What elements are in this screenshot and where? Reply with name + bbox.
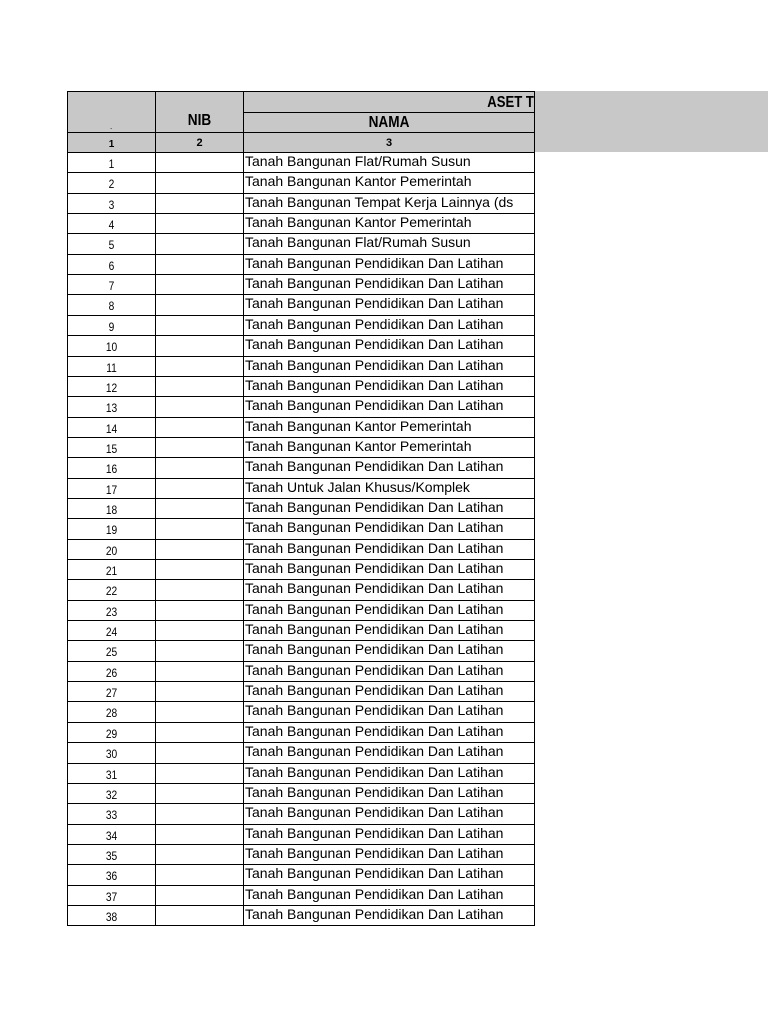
row-nama: Tanah Bangunan Pendidikan Dan Latihan (245, 784, 504, 800)
row-number-cell[interactable] (67, 356, 156, 377)
row-nama-cell[interactable] (243, 233, 535, 255)
row-nama: Tanah Bangunan Flat/Rumah Susun (245, 234, 471, 250)
row-nama-cell[interactable] (243, 783, 535, 804)
row-nama: Tanah Bangunan Kantor Pemerintah (245, 173, 472, 189)
row-nib-cell[interactable] (155, 396, 244, 418)
row-nama-cell[interactable] (243, 844, 535, 865)
row-number: 24 (105, 625, 118, 639)
row-nib-cell[interactable] (155, 640, 244, 662)
row-nama: Tanah Bangunan Pendidikan Dan Latihan (245, 865, 504, 881)
row-nama: Tanah Bangunan Pendidikan Dan Latihan (245, 499, 504, 515)
row-nama: Tanah Bangunan Pendidikan Dan Latihan (245, 743, 504, 759)
row-nama: Tanah Bangunan Pendidikan Dan Latihan (245, 906, 504, 922)
row-nib-cell[interactable] (155, 193, 244, 214)
row-number: 38 (105, 910, 118, 924)
header-col-no[interactable] (67, 91, 156, 133)
row-nama: Tanah Bangunan Kantor Pemerintah (245, 214, 472, 230)
row-nama-cell[interactable] (243, 437, 535, 458)
header-col-nib[interactable] (155, 91, 244, 133)
row-nama-cell[interactable] (243, 742, 535, 764)
row-number-cell[interactable] (67, 701, 156, 723)
row-number-cell[interactable] (67, 396, 156, 418)
row-nama-cell[interactable] (243, 824, 535, 845)
row-number: 3 (108, 198, 115, 212)
row-number-cell[interactable] (67, 600, 156, 621)
row-number: 36 (105, 869, 118, 883)
row-nama: Tanah Bangunan Pendidikan Dan Latihan (245, 641, 504, 657)
row-nama: Tanah Bangunan Pendidikan Dan Latihan (245, 275, 504, 291)
row-nama-cell[interactable] (243, 335, 535, 357)
row-nama: Tanah Bangunan Pendidikan Dan Latihan (245, 580, 504, 596)
header-num-3[interactable] (243, 132, 535, 153)
row-number: 26 (105, 666, 118, 680)
row-nib-cell[interactable] (155, 437, 244, 458)
row-number: 31 (105, 768, 118, 782)
row-nama: Tanah Bangunan Tempat Kerja Lainnya (ds (245, 194, 514, 210)
row-nama: Tanah Bangunan Pendidikan Dan Latihan (245, 682, 504, 698)
row-nama-cell[interactable] (243, 722, 535, 743)
header-num-1[interactable] (67, 132, 156, 153)
row-nib-cell[interactable] (155, 905, 244, 926)
row-number: 19 (105, 523, 118, 537)
row-number-cell[interactable] (67, 417, 156, 438)
row-number: 28 (105, 706, 118, 720)
row-nib-cell[interactable] (155, 661, 244, 682)
row-number: 13 (105, 401, 118, 415)
row-nib-cell[interactable] (155, 579, 244, 601)
row-nib-cell[interactable] (155, 824, 244, 845)
row-number: 37 (105, 890, 118, 904)
row-nama-cell[interactable] (243, 864, 535, 886)
row-nib-cell[interactable] (155, 681, 244, 702)
row-number: 10 (105, 340, 118, 354)
row-nama: Tanah Bangunan Pendidikan Dan Latihan (245, 357, 504, 373)
row-number-cell[interactable] (67, 437, 156, 458)
row-nama: Tanah Bangunan Pendidikan Dan Latihan (245, 295, 504, 311)
row-number: 1 (108, 157, 115, 171)
row-nama: Tanah Untuk Jalan Khusus/Komplek (245, 479, 470, 495)
row-nama-cell[interactable] (243, 294, 535, 316)
row-nama-cell[interactable] (243, 701, 535, 723)
row-nama: Tanah Bangunan Pendidikan Dan Latihan (245, 601, 504, 617)
row-nib-cell[interactable] (155, 885, 244, 906)
row-number-cell[interactable] (67, 152, 156, 173)
row-number-cell[interactable] (67, 518, 156, 540)
row-nama-cell[interactable] (243, 803, 535, 825)
row-nib-cell[interactable] (155, 783, 244, 804)
row-number: 12 (105, 381, 118, 395)
row-nama-cell[interactable] (243, 254, 535, 275)
row-nama: Tanah Bangunan Pendidikan Dan Latihan (245, 560, 504, 576)
row-nib-cell[interactable] (155, 620, 244, 641)
header-num-3-label: 3 (385, 137, 393, 149)
row-nama: Tanah Bangunan Pendidikan Dan Latihan (245, 825, 504, 841)
row-nama: Tanah Bangunan Kantor Pemerintah (245, 418, 472, 434)
row-nama: Tanah Bangunan Pendidikan Dan Latihan (245, 458, 504, 474)
row-number-cell[interactable] (67, 620, 156, 641)
header-num-2-label: 2 (196, 137, 203, 149)
row-nama: Tanah Bangunan Pendidikan Dan Latihan (245, 540, 504, 556)
row-number-cell[interactable] (67, 274, 156, 295)
row-nama: Tanah Bangunan Pendidikan Dan Latihan (245, 886, 504, 902)
row-nama: Tanah Bangunan Pendidikan Dan Latihan (245, 316, 504, 332)
header-nib-label: NIB (187, 112, 212, 129)
row-number: 22 (105, 584, 118, 598)
row-nama-cell[interactable] (243, 172, 535, 194)
row-nib-cell[interactable] (155, 152, 244, 173)
row-number: 33 (105, 808, 118, 822)
row-nib-cell[interactable] (155, 844, 244, 865)
row-number-cell[interactable] (67, 763, 156, 784)
row-number-cell[interactable] (67, 193, 156, 214)
row-nama-cell[interactable] (243, 193, 535, 214)
row-number: 34 (105, 829, 118, 843)
row-number-cell[interactable] (67, 335, 156, 357)
row-nama: Tanah Bangunan Pendidikan Dan Latihan (245, 397, 504, 413)
row-number-cell[interactable] (67, 742, 156, 764)
row-nama-cell[interactable] (243, 620, 535, 641)
row-nama-cell[interactable] (243, 457, 535, 479)
row-number: 18 (105, 503, 118, 517)
row-nama: Tanah Bangunan Pendidikan Dan Latihan (245, 662, 504, 678)
row-nama: Tanah Bangunan Kantor Pemerintah (245, 438, 472, 454)
row-nib-cell[interactable] (155, 213, 244, 234)
row-nama-cell[interactable] (243, 152, 535, 173)
row-number: 4 (108, 218, 115, 232)
row-nib-cell[interactable] (155, 498, 244, 519)
row-number-cell[interactable] (67, 905, 156, 926)
row-number: 11 (106, 361, 117, 375)
row-nib-cell[interactable] (155, 559, 244, 580)
row-number: 35 (105, 849, 118, 863)
row-nib-cell[interactable] (155, 457, 244, 479)
row-nib-cell[interactable] (155, 600, 244, 621)
row-nib-cell[interactable] (155, 417, 244, 438)
row-nama-cell[interactable] (243, 905, 535, 926)
row-number: 21 (105, 564, 118, 578)
row-nama-cell[interactable] (243, 763, 535, 784)
row-number-cell[interactable] (67, 315, 156, 336)
row-number: 25 (105, 645, 118, 659)
row-nib-cell[interactable] (155, 742, 244, 764)
row-nama-cell[interactable] (243, 213, 535, 234)
row-number: 8 (108, 299, 115, 313)
row-number: 20 (105, 544, 118, 558)
row-nama: Tanah Bangunan Pendidikan Dan Latihan (245, 336, 504, 352)
row-nama-cell[interactable] (243, 376, 535, 397)
row-number-cell[interactable] (67, 722, 156, 743)
row-nama: Tanah Bangunan Flat/Rumah Susun (245, 153, 471, 169)
row-number-cell[interactable] (67, 213, 156, 234)
row-number-cell[interactable] (67, 376, 156, 397)
row-number-cell[interactable] (67, 498, 156, 519)
row-nib-cell[interactable] (155, 376, 244, 397)
row-nama: Tanah Bangunan Pendidikan Dan Latihan (245, 764, 504, 780)
row-number: 30 (105, 747, 118, 761)
row-number-cell[interactable] (67, 640, 156, 662)
row-nib-cell[interactable] (155, 478, 244, 499)
row-nib-cell[interactable] (155, 335, 244, 357)
row-nib-cell[interactable] (155, 233, 244, 255)
row-number-cell[interactable] (67, 783, 156, 804)
row-nama: Tanah Bangunan Pendidikan Dan Latihan (245, 255, 504, 271)
row-number-cell[interactable] (67, 172, 156, 194)
row-nama-cell[interactable] (243, 661, 535, 682)
row-nama-cell[interactable] (243, 539, 535, 560)
row-number-cell[interactable] (67, 457, 156, 479)
row-nama-cell[interactable] (243, 417, 535, 438)
row-number: 27 (105, 686, 118, 700)
header-nama-label: NAMA (368, 114, 410, 131)
row-number-cell[interactable] (67, 254, 156, 275)
row-nama: Tanah Bangunan Pendidikan Dan Latihan (245, 702, 504, 718)
row-nib-cell[interactable] (155, 864, 244, 886)
row-number: 29 (105, 727, 118, 741)
row-nib-cell[interactable] (155, 722, 244, 743)
row-number: 23 (105, 605, 118, 619)
header-col-nama[interactable] (243, 112, 535, 133)
row-number: 2 (108, 177, 115, 191)
row-number-cell[interactable] (67, 478, 156, 499)
row-number-cell[interactable] (67, 803, 156, 825)
row-number: 9 (108, 320, 115, 334)
row-number-cell[interactable] (67, 294, 156, 316)
row-nama: Tanah Bangunan Pendidikan Dan Latihan (245, 845, 504, 861)
row-nama-cell[interactable] (243, 396, 535, 418)
sheet-title: ASET T (487, 94, 534, 111)
row-nama-cell[interactable] (243, 579, 535, 601)
row-number-cell[interactable] (67, 864, 156, 886)
row-nib-cell[interactable] (155, 356, 244, 377)
row-nama-cell[interactable] (243, 640, 535, 662)
row-number: 15 (105, 442, 118, 456)
row-number: 5 (108, 238, 115, 252)
row-nib-cell[interactable] (155, 274, 244, 295)
row-number-cell[interactable] (67, 681, 156, 702)
row-nama-cell[interactable] (243, 498, 535, 519)
row-number-cell[interactable] (67, 661, 156, 682)
row-number-cell[interactable] (67, 559, 156, 580)
row-nama: Tanah Bangunan Pendidikan Dan Latihan (245, 621, 504, 637)
row-number: 14 (105, 422, 118, 436)
row-nib-cell[interactable] (155, 172, 244, 194)
row-number: 32 (105, 788, 118, 802)
row-number-cell[interactable] (67, 579, 156, 601)
row-nib-cell[interactable] (155, 763, 244, 784)
header-fill-band (535, 91, 768, 152)
row-nama-cell[interactable] (243, 681, 535, 702)
header-num-1-label: 1 (108, 139, 115, 150)
row-nama-cell[interactable] (243, 559, 535, 580)
row-nama-cell[interactable] (243, 356, 535, 377)
header-num-2[interactable] (155, 132, 244, 153)
row-number: 16 (105, 462, 118, 476)
row-nib-cell[interactable] (155, 315, 244, 336)
row-nib-cell[interactable] (155, 803, 244, 825)
sheet-title-cell[interactable] (243, 91, 535, 113)
row-nama-cell[interactable] (243, 600, 535, 621)
row-nib-cell[interactable] (155, 294, 244, 316)
row-nama-cell[interactable] (243, 518, 535, 540)
row-nib-cell[interactable] (155, 254, 244, 275)
row-nib-cell[interactable] (155, 518, 244, 540)
row-number: 17 (105, 483, 118, 497)
row-number-cell[interactable] (67, 824, 156, 845)
row-number-cell[interactable] (67, 844, 156, 865)
row-nama-cell[interactable] (243, 315, 535, 336)
row-nama-cell[interactable] (243, 478, 535, 499)
row-nama-cell[interactable] (243, 885, 535, 906)
row-nama: Tanah Bangunan Pendidikan Dan Latihan (245, 377, 504, 393)
row-nib-cell[interactable] (155, 701, 244, 723)
row-number: 6 (108, 259, 115, 273)
row-nama: Tanah Bangunan Pendidikan Dan Latihan (245, 804, 504, 820)
header-dot: . (110, 122, 113, 131)
row-number: 7 (108, 279, 115, 293)
row-nib-cell[interactable] (155, 539, 244, 560)
row-number-cell[interactable] (67, 885, 156, 906)
row-nama: Tanah Bangunan Pendidikan Dan Latihan (245, 519, 504, 535)
row-number-cell[interactable] (67, 539, 156, 560)
row-number-cell[interactable] (67, 233, 156, 255)
row-nama-cell[interactable] (243, 274, 535, 295)
row-nama: Tanah Bangunan Pendidikan Dan Latihan (245, 723, 504, 739)
